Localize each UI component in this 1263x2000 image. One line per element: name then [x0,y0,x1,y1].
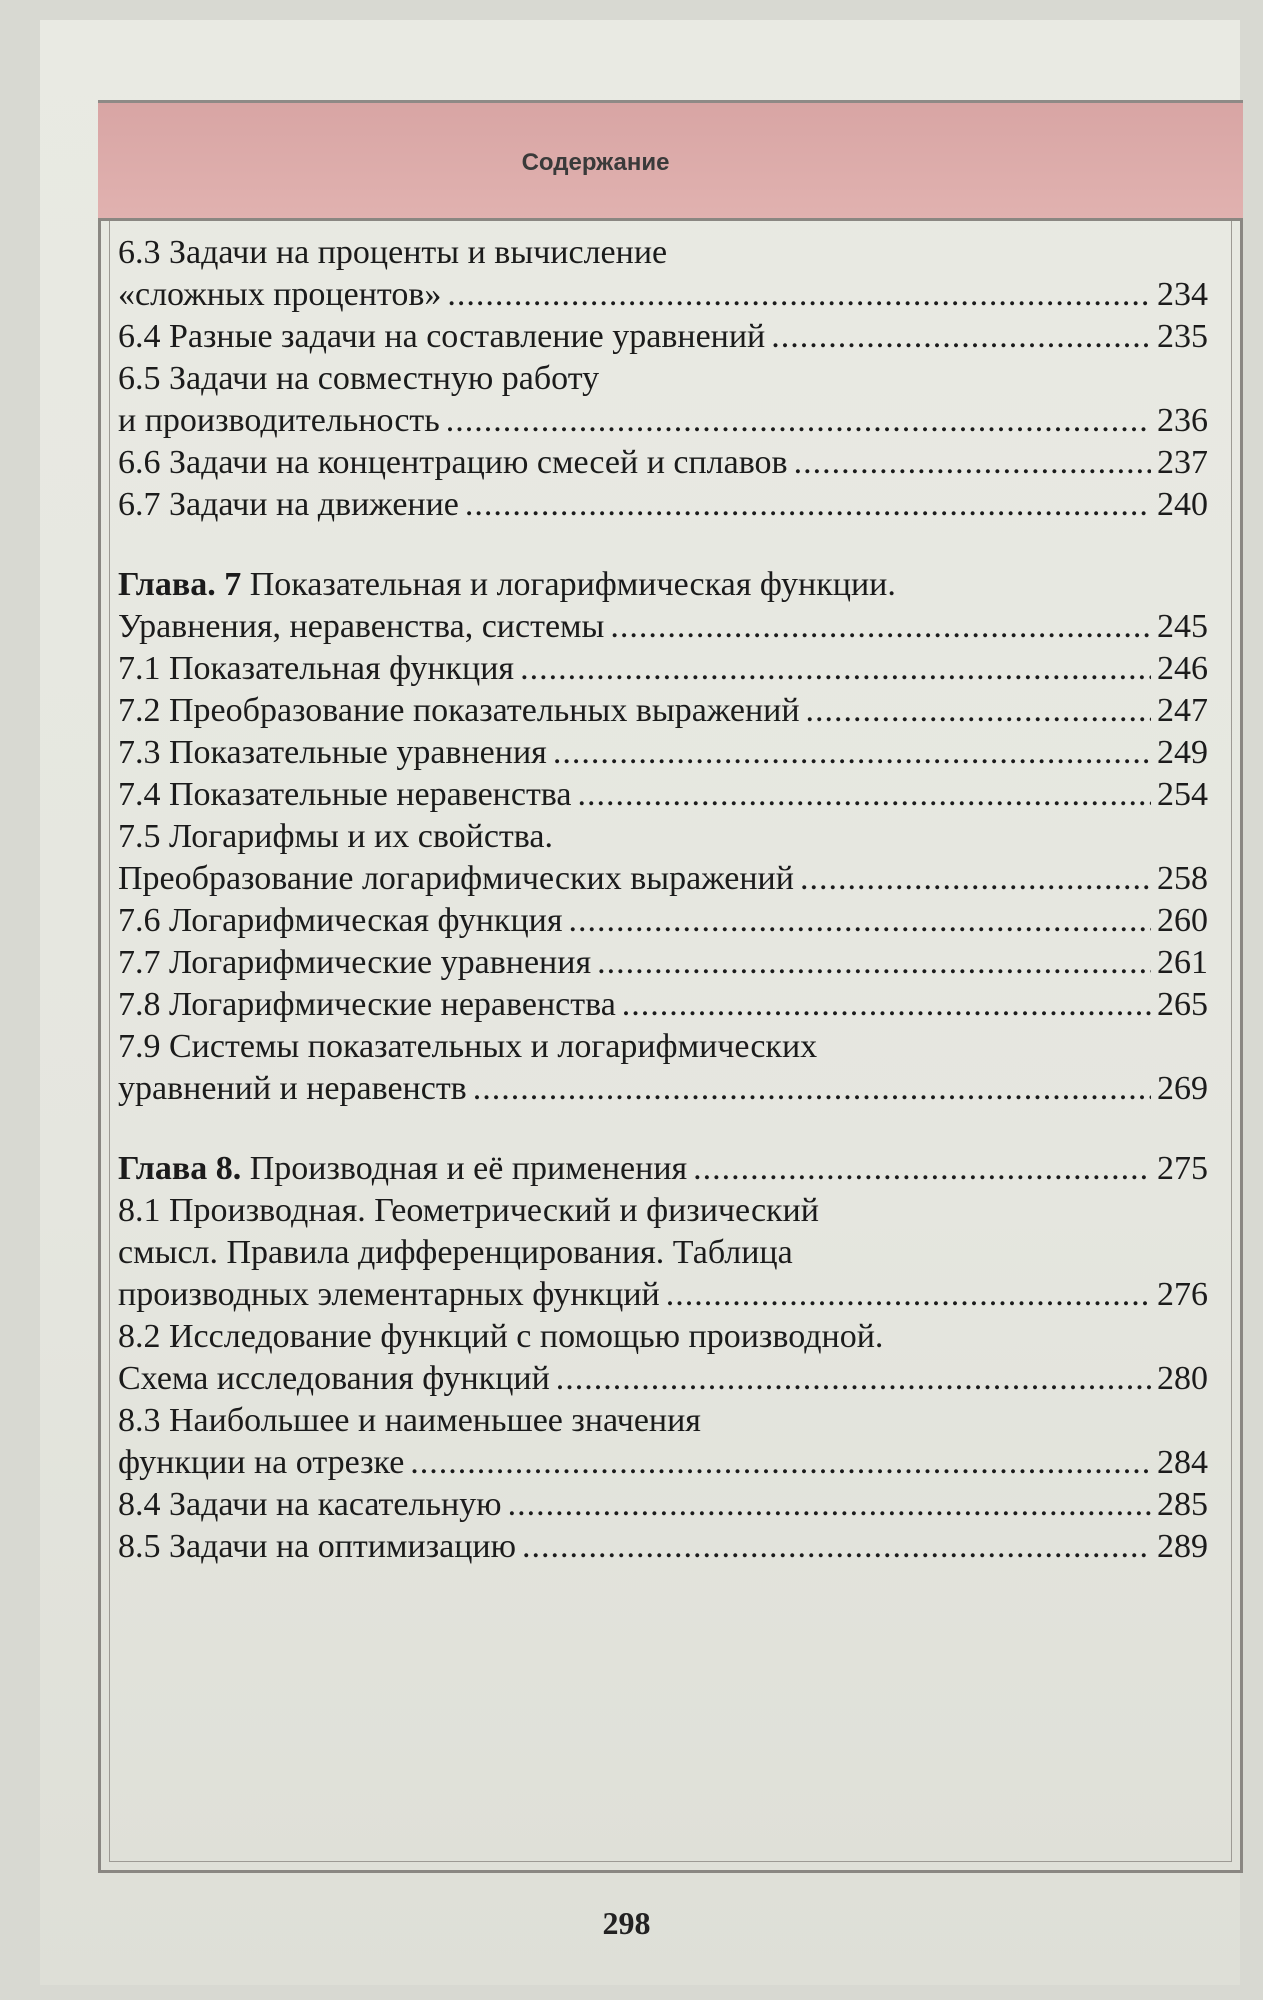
toc-entry-8-4 [118,1484,1208,1526]
toc-entry-text: «сложных процентов» [118,276,442,313]
chapter-7-label: Глава. 7 [118,566,242,603]
chapter-7-heading-line1 [118,564,1208,606]
toc-entry-8-5 [118,1526,1208,1568]
dot-leader [446,400,1151,442]
toc-entry-8-1-line1: 8.1 Производная. Геометрический и физический [118,1192,819,1229]
toc-entry-7-1 [118,648,1208,690]
toc-entry-6-3 [118,274,1208,316]
chapter-8-heading [118,1148,1208,1190]
dot-leader [666,1274,1151,1316]
toc-entry-text: Уравнения, неравенства, системы [118,608,605,645]
dot-leader [553,732,1151,774]
toc-page-number: 284 [1157,1444,1208,1481]
toc-entry-text: 7.3 Показательные уравнения [118,734,547,771]
toc-entry-8-2-line1: 8.2 Исследование функций с помощью производной. [118,1318,884,1355]
dot-leader [508,1484,1151,1526]
toc-entry-7-4 [118,774,1208,816]
toc-entry-7-6 [118,900,1208,942]
toc-page-number: 265 [1157,986,1208,1023]
toc-entry-6-4 [118,316,1208,358]
toc-page-number: 275 [1157,1150,1208,1187]
toc-page-number: 246 [1157,650,1208,687]
toc-page-number: 236 [1157,402,1208,439]
toc-page-number: 276 [1157,1276,1208,1313]
toc-entry-6-3-line1: 6.3 Задачи на проценты и вычисление [118,234,668,271]
toc-page-number: 261 [1157,944,1208,981]
toc-entry-7-5 [118,858,1208,900]
dot-leader [800,858,1151,900]
dot-leader [520,648,1151,690]
chapter-8-title: Производная и её применения [249,1150,688,1187]
toc-entry-text: Преобразование логарифмических выражений [118,860,794,897]
toc-entry-8-1-line2: смысл. Правила дифференцирования. Таблица [118,1234,793,1271]
toc-entry-text: 7.7 Логарифмические уравнения [118,944,592,981]
toc-page-number: 285 [1157,1486,1208,1523]
toc-page-number: 289 [1157,1528,1208,1565]
toc-entry-8-1 [118,1274,1208,1316]
toc-entry-text [118,1148,687,1190]
toc-page-number: 258 [1157,860,1208,897]
toc-entry-text: и производительность [118,402,440,439]
dot-leader [447,274,1151,316]
dot-leader [806,690,1151,732]
toc-entry-text: производных элементарных функций [118,1276,660,1313]
toc-entry-8-2 [118,1358,1208,1400]
toc-page-number: 235 [1157,318,1208,355]
toc-page-number: 234 [1157,276,1208,313]
dot-leader [465,484,1151,526]
toc-entry-text: 7.1 Показательная функция [118,650,515,687]
toc-page-number: 249 [1157,734,1208,771]
toc-entry-text: 7.8 Логарифмические неравенства [118,986,616,1023]
toc-entry-8-3 [118,1442,1208,1484]
toc-entry-7-2 [118,690,1208,732]
toc-entry-7-8 [118,984,1208,1026]
toc-page-number: 260 [1157,902,1208,939]
chapter-8-label: Глава 8. [118,1150,242,1187]
toc-page-number: 247 [1157,692,1208,729]
dot-leader [556,1358,1151,1400]
dot-leader [610,606,1151,648]
table-of-contents [118,232,1208,1568]
dot-leader [473,1068,1151,1110]
toc-entry-7-5-line1: 7.5 Логарифмы и их свойства. [118,818,553,855]
toc-page-number: 237 [1157,444,1208,481]
toc-entry-6-5-line1: 6.5 Задачи на совместную работу [118,360,600,397]
dot-leader [522,1526,1151,1568]
toc-entry-text: функции на отрезке [118,1444,405,1481]
toc-page-number: 245 [1157,608,1208,645]
dot-leader [568,900,1151,942]
toc-entry-6-7 [118,484,1208,526]
chapter-7-heading [118,606,1208,648]
dot-leader [597,942,1151,984]
dot-leader [622,984,1151,1026]
toc-entry-text: уравнений и неравенств [118,1070,467,1107]
dot-leader [410,1442,1151,1484]
toc-page-number: 254 [1157,776,1208,813]
toc-entry-6-6 [118,442,1208,484]
toc-entry-text: 7.2 Преобразование показательных выражений [118,692,800,729]
header-title: Содержание [521,149,670,176]
toc-page-number: 240 [1157,486,1208,523]
toc-entry-7-9 [118,1068,1208,1110]
dot-leader [693,1148,1151,1190]
toc-entry-6-5 [118,400,1208,442]
toc-page-number: 280 [1157,1360,1208,1397]
toc-entry-text: 8.4 Задачи на касательную [118,1486,502,1523]
header-band [98,100,1243,221]
toc-entry-7-7 [118,942,1208,984]
chapter-7-title: Показательная и логарифмическая функции. [249,566,896,603]
dot-leader [794,442,1151,484]
toc-entry-text: 6.4 Разные задачи на составление уравнений [118,318,766,355]
toc-entry-text: 7.4 Показательные неравенства [118,776,572,813]
dot-leader [771,316,1151,358]
toc-entry-7-9-line1: 7.9 Системы показательных и логарифмических [118,1028,818,1065]
toc-entry-text: 6.7 Задачи на движение [118,486,459,523]
toc-entry-text: Схема исследования функций [118,1360,550,1397]
page-number: 298 [602,1905,651,1941]
dot-leader [578,774,1151,816]
toc-entry-text: 7.6 Логарифмическая функция [118,902,563,939]
toc-page-number: 269 [1157,1070,1208,1107]
toc-entry-text: 8.5 Задачи на оптимизацию [118,1528,517,1565]
toc-entry-7-3 [118,732,1208,774]
toc-entry-text: 6.6 Задачи на концентрацию смесей и сплавов [118,444,788,481]
toc-entry-8-3-line1: 8.3 Наибольшее и наименьшее значения [118,1402,701,1439]
